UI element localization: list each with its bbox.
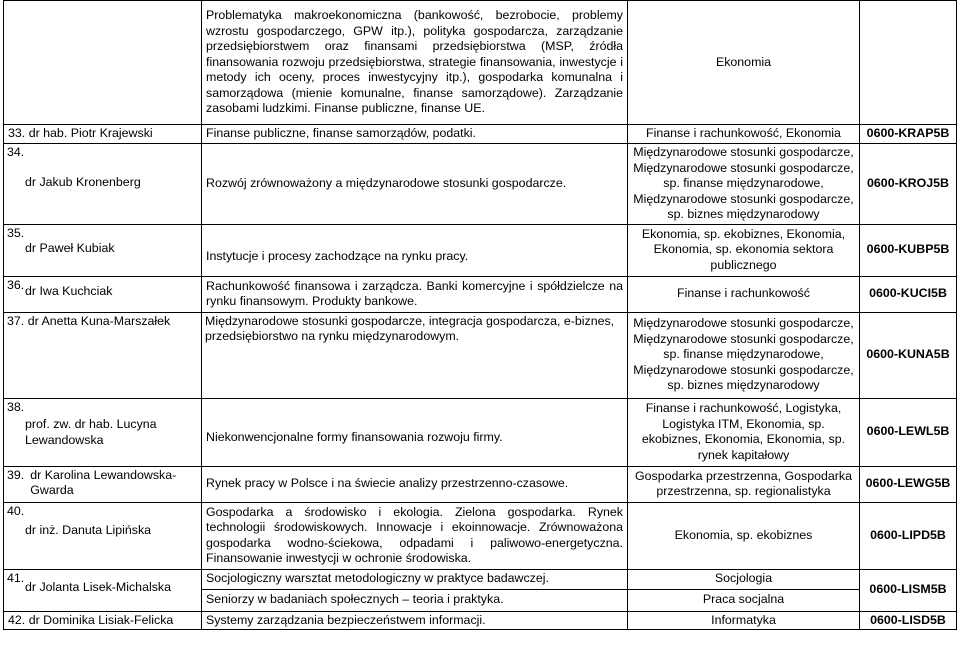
field-cell: Finanse i rachunkowość [628, 276, 860, 312]
code-cell: 0600-LIPD5B [860, 502, 957, 569]
supervisor-cell [4, 312, 202, 398]
table-row [4, 398, 957, 466]
topic-cell: Gospodarka a środowisko i ekologia. Zielona gospodarka. Rynek technologii środowiskowych. Innowacje i ekoinnowacje. Zrównoważona gospodarka wodno-ściekowa, odpadami i paliwowo-energetyczna. Finansowanie inwestycji w ochronie środowiska. [202, 502, 628, 569]
topic-cell: Rachunkowość finansowa i zarządcza. Banki komercyjne i spółdzielcze na rynku finansowym. Produkty bankowe. [202, 276, 628, 312]
code-cell: 0600-LEWG5B [860, 466, 957, 502]
supervisor-cell [4, 125, 202, 144]
supervisor-name: dr Jakub Kronenberg [25, 174, 141, 189]
code-cell: 0600-LISM5B [860, 569, 957, 611]
table-row [4, 1, 957, 125]
row-number: 33. [8, 126, 26, 141]
table-row [4, 276, 957, 312]
topic-cell: Rozwój zrównoważony a międzynarodowe stosunki gospodarcze. [202, 144, 628, 225]
field-cell: Gospodarka przestrzenna, Gospodarka przestrzenna, sp. regionalistyka [628, 466, 860, 502]
supervisor-name: dr Anetta Kuna-Marszałek [27, 313, 171, 328]
supervisors-table [3, 0, 957, 630]
topic-text: Rynek pracy w Polsce i na świecie analizy przestrzenno-czasowe. [206, 476, 569, 491]
field-cell: Międzynarodowe stosunki gospodarcze, Międzynarodowe stosunki gospodarcze, sp. finanse międzynarodowe, Międzynarodowe stosunki gospodarcze, sp. biznes międzynarodowy [628, 144, 860, 225]
table-row [4, 502, 957, 569]
row-number: 34. [7, 145, 25, 159]
table-row [4, 144, 957, 225]
row-number: 40. [7, 503, 25, 518]
field-cell: Ekonomia, sp. ekobiznes, Ekonomia, Ekonomia, sp. ekonomia sektora publicznego [628, 224, 860, 276]
topic-cell: Socjologiczny warsztat metodologiczny w praktyce badawczej. [202, 569, 628, 589]
field-cell: Praca socjalna [628, 589, 860, 611]
supervisor-cell [4, 276, 202, 312]
table-row [4, 466, 957, 502]
topic-cell: Finanse publiczne, finanse samorządów, podatki. [202, 125, 628, 144]
code-cell: 0600-KUNA5B [860, 312, 957, 398]
table-row [4, 125, 957, 144]
row-number: 42. [8, 612, 26, 627]
row-number: 38. [7, 399, 25, 414]
topic-cell: Seniorzy w badaniach społecznych – teoria i praktyka. [202, 589, 628, 611]
field-cell: Ekonomia [628, 1, 860, 125]
row-number: 41. [7, 570, 25, 585]
supervisor-cell [4, 569, 202, 611]
code-cell [860, 1, 957, 125]
field-cell: Finanse i rachunkowość, Ekonomia [628, 125, 860, 144]
code-cell: 0600-KROJ5B [860, 144, 957, 225]
supervisor-cell [4, 611, 202, 630]
topic-cell: Międzynarodowe stosunki gospodarcze, integracja gospodarcza, e-biznes, przedsiębiorstwo na rynku międzynarodowym. [202, 312, 628, 398]
supervisor-name: dr inż. Danuta Lipińska [25, 523, 152, 537]
field-cell: Międzynarodowe stosunki gospodarcze, Międzynarodowe stosunki gospodarcze, sp. finanse międzynarodowe, Międzynarodowe stosunki gospodarcze, sp. biznes międzynarodowy [628, 312, 860, 398]
topic-cell: Niekonwencjonalne formy finansowania rozwoju firmy. [202, 398, 628, 466]
supervisor-cell [4, 466, 202, 502]
field-cell: Socjologia [628, 569, 860, 589]
table-row [4, 224, 957, 276]
code-cell: 0600-LISD5B [860, 611, 957, 630]
supervisor-name: prof. zw. dr hab. Lucyna Lewandowska [25, 417, 157, 447]
field-cell: Informatyka [628, 611, 860, 630]
code-cell: 0600-LEWL5B [860, 398, 957, 466]
topic-cell: Systemy zarządzania bezpieczeństwem informacji. [202, 611, 628, 630]
row-number: 36. [7, 277, 25, 292]
topic-cell [202, 466, 628, 502]
table-row [4, 312, 957, 398]
field-cell: Finanse i rachunkowość, Logistyka, Logistyka ITM, Ekonomia, sp. ekobiznes, Ekonomia, Ekonomia, sp. rynek kapitałowy [628, 398, 860, 466]
supervisor-name: dr Jolanta Lisek-Michalska [25, 580, 171, 594]
supervisor-name: dr Karolina Lewandowska-Gwarda [30, 467, 177, 497]
supervisor-cell [4, 224, 202, 276]
code-cell: 0600-KUCI5B [860, 276, 957, 312]
table-row [4, 569, 957, 589]
supervisor-cell [4, 502, 202, 569]
row-number: 35. [7, 225, 25, 240]
supervisor-cell [4, 1, 202, 125]
row-number: 37. [7, 313, 25, 328]
supervisor-name: dr Paweł Kubiak [25, 241, 115, 255]
supervisor-cell [4, 144, 202, 225]
supervisor-name: dr Iwa Kuchciak [25, 284, 113, 298]
topic-cell: Problematyka makroekonomiczna (bankowość, bezrobocie, problemy wzrostu gospodarczego, GPW itp.), polityka gospodarcza, zarządzanie przedsiębiorstwem oraz finansami przedsiębiorstwa (MSP, źródła finansowania rozwoju przedsiębiorstwa, strategie finansowania, inwestycje i metody ich oceny, proces inwestycyjny itp.), gospodarka komunalna i samorządowa (mienie komunalne, finanse samorządowe). Zarządzanie zasobami ludzkimi. Finanse publiczne, finanse UE. [202, 1, 628, 125]
supervisor-name: dr hab. Piotr Krajewski [28, 126, 153, 141]
field-cell: Ekonomia, sp. ekobiznes [628, 502, 860, 569]
row-number: 39. [7, 467, 25, 482]
supervisor-cell [4, 398, 202, 466]
code-cell: 0600-KRAP5B [860, 125, 957, 144]
code-cell: 0600-KUBP5B [860, 224, 957, 276]
table-row [4, 611, 957, 630]
topic-cell: Instytucje i procesy zachodzące na rynku pracy. [202, 224, 628, 276]
supervisor-name: dr Dominika Lisiak-Felicka [28, 612, 174, 627]
